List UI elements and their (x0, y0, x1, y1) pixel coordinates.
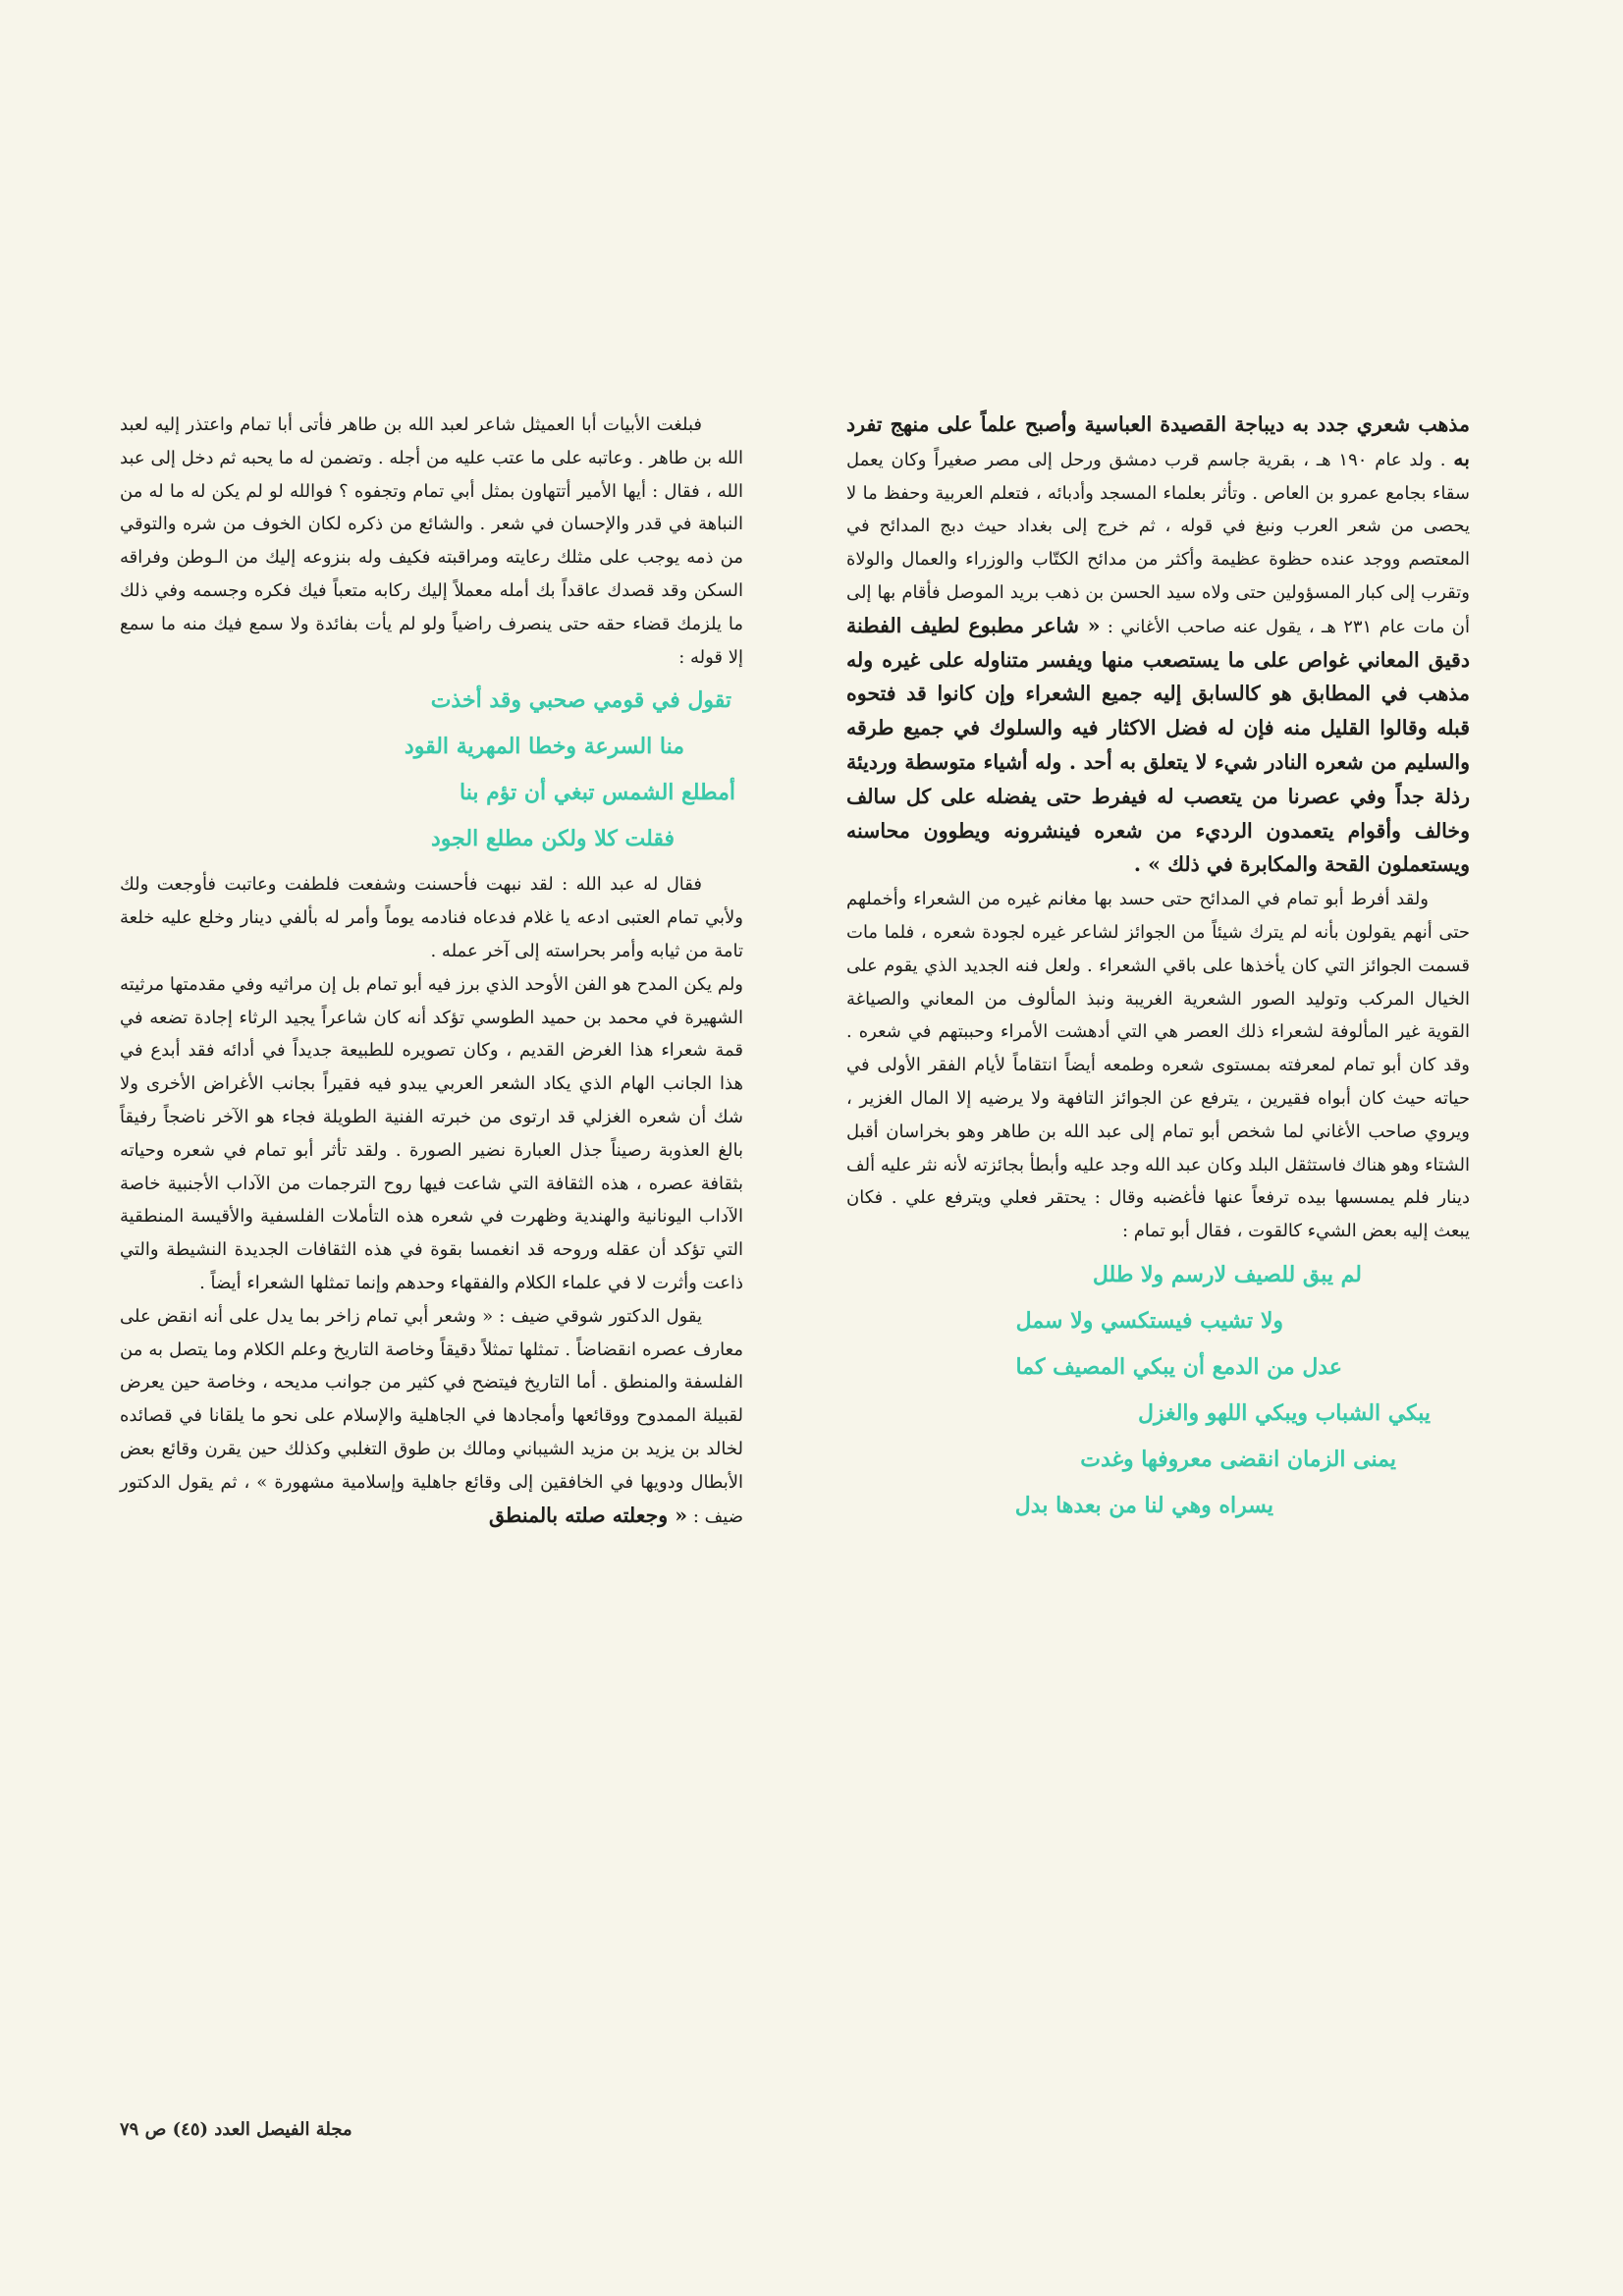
aghani-quote: « شاعر مطبوع لطيف الفطنة دقيق المعاني غواص على ما يستصعب منها ويفسر متناوله على غيره وله مذهب في المطابق هو كالسابق إليه جميع الشعراء وإن كانوا قد فتحوه قبله وقالوا القليل منه فإن له فضل الاكثار فيه والسلوك في جميع طرقه والسليم من شعره النادر شيء لا يتعلق به أحد . وله أشياء متوسطة ورديئة رذلة جداً وفي عصرنا من يتعصب له فيفرط حتى يفضله على كل سالف وخالف وأقوام يتعمدون الرديء من شعره فينشرونه ويطوون محاسنه ويستعملون القحة والمكابرة في ذلك » . (846, 613, 1470, 877)
right-paragraph-2: ولقد أفرط أبو تمام في المدائح حتى حسد بها مغانم غيره من الشعراء وأخملهم حتى أنهم يقولون بأنه لم يترك شيئاً من الجوائز لشاعر غيره لجودة شعره ، فلما مات قسمت الجوائز التي كان يأخذها على باقي الشعراء . ولعل فنه الجديد الذي يقوم على الخيال المركب وتوليد الصور الشعرية الغريبة ونبذ المألوف من المعاني والصياغة القوية غير المألوفة لشعراء ذلك العصر هي التي أدهشت الأمراء وحببتهم في شعره . وقد كان أبو تمام لمعرفته بمستوى شعره وطمعه أيضاً انتقاماً لأيام الفقر الأولى في حياته حيث كان أبواه فقيرين ، يترفع عن الجوائز التافهة ولا يرضيه إلا المال الغزير ، ويروي صاحب الأغاني لما شخص أبو تمام إلى عبد الله بن طاهر وهو بخراسان أقبل الشتاء وهو هناك فاستثقل البلد وكان عبد الله وجد عليه وأبطأ بجائزته لأنه نثر عليه ألف دينار فلم يمسسها بيده ترفعاً عنها فأغضبه وقال : يحتقر فعلي ويترفع علي . فكان يبعث إليه بعض الشيء كالقوت ، فقال أبو تمام : (846, 889, 1470, 1242)
page-footer: مجلة الفيصل العدد (٤٥) ص ٧٩ (120, 2119, 352, 2140)
left-paragraph-4 (120, 1300, 743, 1534)
left-paragraph-1: فبلغت الأبيات أبا العميثل شاعر لعبد الله بن طاهر فأتى أبا تمام واعتذر إليه لعبد الله بن طاهر . وعاتبه على ما عتب عليه من أجله . وتضمن له ما يحبه ثم دخل إلى عبد الله ، فقال : أيها الأمير أتتهاون بمثل أبي تمام وتجفوه ؟ فوالله لو لم يكن له ما له من النباهة في قدر والإحسان في شعر . والشائع من ذكره لكان الخوف من شره والتوقي من ذمه يوجب على مثلك رعايته ومراقبته فكيف وله بنزوعه إليك من الـوطن وفراقه السكن وقد قصدك عاقداً بك أمله معملاً إليك ركابه متعباً فيك فكره وجسمه وفي ذلك ما يلزمك قضاء حقه حتى ينصرف راضياً ولو لم يأت بفائدة ولا سمع فيك منه ما سمع إلا قوله : (120, 414, 743, 668)
right-paragraph-1-lead: مذهب شعري جدد به ديباجة القصيدة العباسية وأصبح علماً على منهج تفرد به (846, 412, 1470, 470)
verse-line: فقلت كلا ولكن مطلع الجود (431, 826, 675, 852)
verse-line: يبكي الشباب ويبكي اللهو والغزل (1137, 1399, 1431, 1426)
left-paragraph-4-tail: « وجعلته صلته بالمنطق (488, 1503, 688, 1527)
verse-line: منا السرعة وخطا المهرية القود (404, 734, 684, 760)
verse-line: تقول في قومي صحبي وقد أخذت (430, 687, 731, 714)
verse-line: يمنى الزمان انقضى معروفها وغدت (1080, 1446, 1396, 1472)
verse-line: لم يبق للصيف لارسم ولا طلل (1092, 1261, 1362, 1287)
left-column-content (120, 409, 743, 1533)
verse-line: يسراه وهي لنا من بعدها بدل (1014, 1492, 1273, 1518)
left-paragraph-2: فقال له عبد الله : لقد نبهت فأحسنت وشفعت فلطفت وعاتبت فأوجعت ولك ولأبي تمام العتبى ادعه يا غلام فدعاه فنادمه يوماً وأمر له بألفي دينار وخلع عليه خلعة تامة من ثيابه وأمر بحراسته إلى آخر عمله . (120, 874, 743, 961)
right-column (846, 409, 1470, 1535)
left-paragraph-3: ولم يكن المدح هو الفن الأوحد الذي برز فيه أبو تمام بل إن مراثيه وفي مقدمتها مرثيته الشهيرة في محمد بن حميد الطوسي تؤكد أنه كان شاعراً يجيد الرثاء إجادة تضعه في قمة شعراء هذا الغرض القديم ، وكان تصويره للطبيعة جديداً في أدائه فقد أبدع في هذا الجانب الهام الذي يكاد الشعر العربي يبدو فيه فقيراً بجانب الأغراض الأخرى ولا شك أن شعره الغزلي قد ارتوى من خبرته الفنية الطويلة فجاء هو الآخر ناضجاً رفيقاً بالغ العذوبة رصيناً جذل العبارة نضير الصورة . ولقد تأثر أبو تمام في شعره وحياته بثقافة عصره ، هذه الثقافة التي شاعت فيها روح الترجمات من الآداب الأجنبية خاصة الآداب اليونانية والهندية وظهرت في شعره هذه التأملات الفلسفية والأقيسة المنطقية التي تؤكد أن عقله وروحه قد انغمسا بقوة في هذه الثقافات الجديدة النشيطة والتي ذاعت وأثرت لا في علماء الكلام والفقهاء وحدهم وإنما تمثلها الشعراء أيضاً . (120, 973, 743, 1293)
right-column-content (846, 409, 1470, 1529)
left-paragraph-4-body: يقول الدكتور شوقي ضيف : « وشعر أبي تمام زاخر بما يدل على أنه انقض على معارف عصره انقضاضاً . تمثلها تمثلاً دقيقاً وخاصة التاريخ وعلم الكلام وما يتصل به من الفلسفة والمنطق . أما التاريخ فيتضح في كثير من جوانب مديحه ، وخاصة حين يعرض لقبيلة الممدوح ووقائعها وأمجادها في الجاهلية والإسلام على نحو ما يلقانا في قصائده لخالد بن يزيد بن مزيد الشيباني ومالك بن طوق التغلبي وكذلك حين يقرن وقائع بعض الأبطال ودويها في الخافقين إلى وقائع جاهلية وإسلامية مشهورة » ، ثم يقول الدكتور ضيف : (120, 1305, 743, 1527)
verse-line: ولا تشيب فيستكسي ولا سمل (1015, 1307, 1283, 1334)
verse-line: عدل من الدمع أن يبكي المصيف كما (1015, 1353, 1342, 1380)
left-column (120, 409, 743, 1533)
right-paragraph-1 (846, 409, 1470, 883)
left-verse-block (120, 678, 743, 862)
right-paragraph-1-body: . ولد عام ١٩٠ هـ ، بقرية جاسم قرب دمشق ورحل إلى مصر صغيراً وكان يعمل سقاء بجامع عمرو بن العاص . وتأثر بعلماء المسجد وأدبائه ، فتعلم العربية وحفظ ما لا يحصى من شعر العرب ونبغ في قوله ، ثم خرج إلى بغداد حيث دبج المدائح في المعتصم ووجد عنده حظوة عظيمة وأكثر من مدائح الكتّاب والوزراء والعمال والولاة وتقرب إلى كبار المسؤولين حتى ولاه سيد الحسن بن ذهب بريد الموصل فأقام بها إلى أن مات عام ٢٣١ هـ ، يقول عنه صاحب الأغاني : (846, 449, 1470, 637)
verse-line: أمطلع الشمس تبغي أن تؤم بنا (460, 780, 735, 806)
right-verse-block (846, 1252, 1470, 1529)
